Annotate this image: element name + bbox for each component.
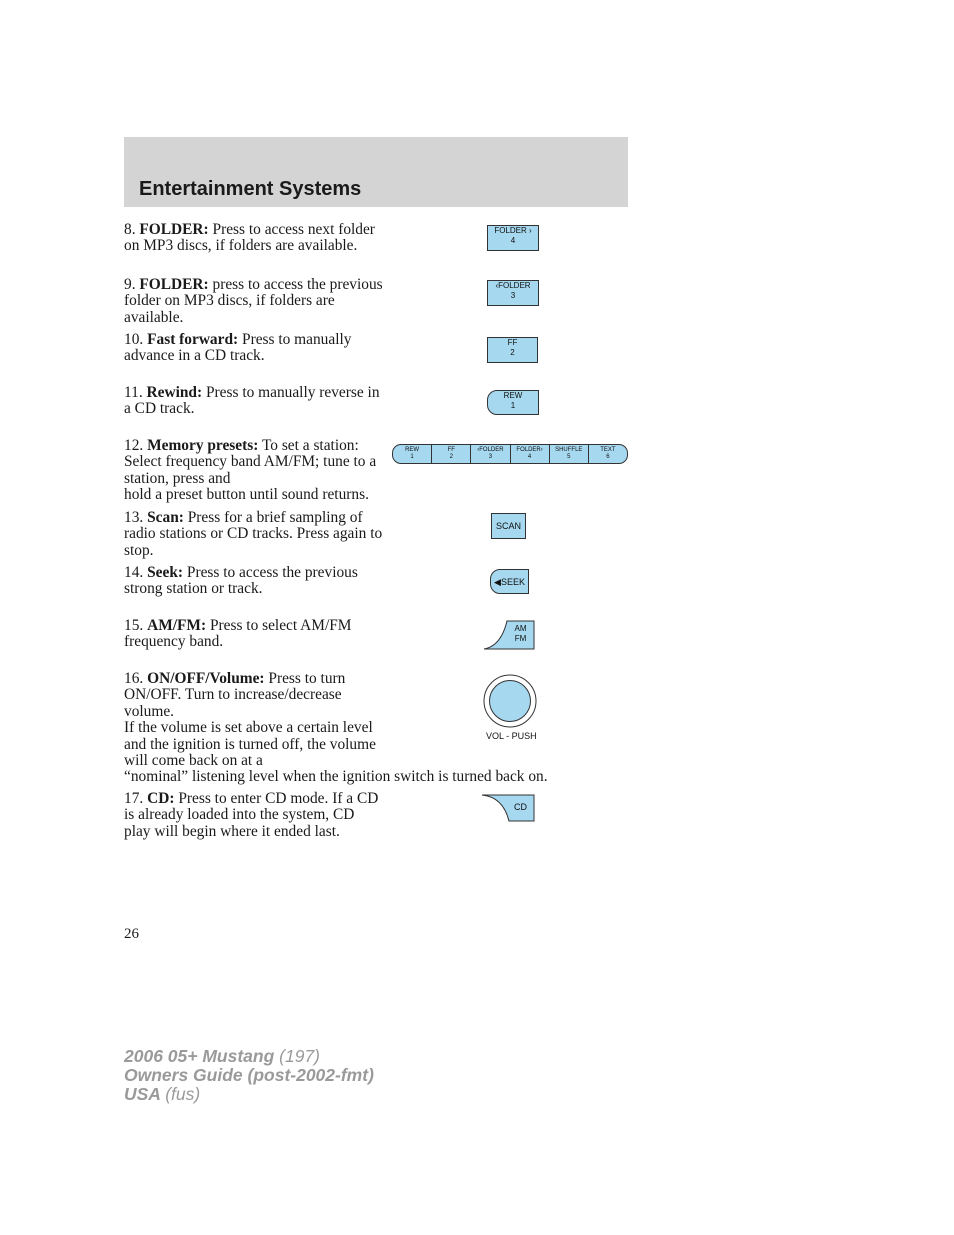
- item-number: 8.: [124, 221, 136, 238]
- section-header: [124, 137, 628, 207]
- item-text: To set a station: Select frequency band AM/FM; tune to a station, press and: [124, 437, 377, 487]
- folder-next-button[interactable]: [487, 225, 539, 251]
- chevron-left-icon: ‹: [477, 447, 480, 453]
- item-number: 12.: [124, 437, 144, 454]
- item-term: Fast forward:: [147, 331, 239, 348]
- button-label: CD: [514, 802, 527, 812]
- folder-prev-button[interactable]: [487, 280, 539, 306]
- preset-number: 2: [449, 454, 453, 460]
- item-rewind: [124, 385, 384, 418]
- preset-button-1[interactable]: [392, 444, 432, 464]
- item-seek: [124, 565, 384, 598]
- item-memory-presets: [124, 438, 384, 504]
- fast-forward-button[interactable]: [487, 337, 538, 363]
- volume-knob[interactable]: [482, 673, 538, 729]
- item-number: 16.: [124, 670, 144, 687]
- item-fast-forward: [124, 332, 384, 365]
- item-text: Press to turn ON/OFF. Turn to increase/decrease volume.: [124, 670, 346, 720]
- button-label: FOLDER: [494, 226, 527, 235]
- item-term: FOLDER:: [139, 276, 209, 293]
- preset-button-4[interactable]: [511, 444, 550, 464]
- preset-button-3[interactable]: [471, 444, 510, 464]
- footer-region: USA: [124, 1084, 161, 1104]
- button-label: FF: [507, 338, 518, 347]
- preset-buttons-strip: [392, 444, 628, 464]
- footer-guide: Owners Guide (post-2002-fmt): [124, 1065, 374, 1085]
- preset-label: SHUFFLE: [555, 447, 583, 453]
- footer-region-code: (fus): [165, 1084, 201, 1104]
- footer-model-code: (197): [279, 1046, 321, 1066]
- item-text-2: If the volume is set above a certain level and the ignition is turned off, the volume will come back on at a: [124, 719, 376, 770]
- chevron-left-icon: ‹: [495, 281, 499, 290]
- item-number: 10.: [124, 331, 144, 348]
- preset-number: 4: [527, 454, 532, 460]
- button-label: SCAN: [495, 521, 521, 531]
- button-label-2: FM: [514, 634, 527, 643]
- item-text: Press to access next folder on MP3 discs, if folders are available.: [124, 221, 375, 255]
- preset-label: FF: [447, 447, 455, 453]
- item-number: 11.: [124, 384, 143, 401]
- item-text: Press to manually advance in a CD track.: [124, 331, 352, 365]
- item-term: AM/FM:: [147, 617, 207, 634]
- item-term: Memory presets:: [147, 437, 259, 454]
- preset-number: 5: [567, 454, 571, 460]
- item-text: Press to access the previous strong station or track.: [124, 564, 358, 598]
- item-text-continued: hold a preset button until sound returns.: [124, 486, 369, 504]
- item-text: Press for a brief sampling of radio stations or CD tracks. Press again to stop.: [124, 509, 383, 559]
- item-scan: [124, 510, 384, 559]
- item-text-continued: “nominal” listening level when the ignition switch is turned back on.: [124, 768, 548, 786]
- triangle-left-icon: ◀: [494, 577, 501, 587]
- preset-button-2[interactable]: [432, 444, 471, 464]
- button-label: FOLDER: [498, 281, 531, 290]
- footer-model: 2006 05+ Mustang: [124, 1046, 275, 1066]
- section-title: Entertainment Systems: [139, 178, 362, 200]
- preset-number: 1: [410, 454, 414, 460]
- button-number: 4: [510, 236, 516, 245]
- item-amfm: [124, 618, 384, 651]
- footer-doc-info: [124, 1047, 374, 1104]
- item-term: Seek:: [147, 564, 184, 581]
- volume-label: VOL - PUSH: [486, 731, 537, 741]
- item-term: CD:: [147, 790, 175, 807]
- chevron-right-icon: ›: [529, 226, 532, 235]
- preset-button-5[interactable]: [550, 444, 589, 464]
- item-number: 14.: [124, 564, 144, 581]
- button-label: AM: [514, 624, 527, 633]
- item-term: Rewind:: [146, 384, 203, 401]
- item-term: FOLDER:: [139, 221, 209, 238]
- button-number: 1: [510, 401, 516, 410]
- preset-label: FOLDER: [479, 447, 504, 453]
- item-cd: [124, 791, 384, 840]
- item-term: Scan:: [147, 509, 184, 526]
- item-text: Press to manually reverse in a CD track.: [124, 384, 380, 418]
- item-term: ON/OFF/Volume:: [147, 670, 265, 687]
- seek-button[interactable]: [490, 569, 529, 594]
- preset-button-6[interactable]: [589, 444, 628, 464]
- item-folder-next: [124, 222, 384, 255]
- item-number: 13.: [124, 509, 144, 526]
- preset-number: 6: [606, 454, 610, 460]
- item-text: Press to select AM/FM frequency band.: [124, 617, 352, 651]
- preset-label: FOLDER: [516, 447, 541, 453]
- item-number: 15.: [124, 617, 144, 634]
- item-number: 17.: [124, 790, 144, 807]
- preset-label: REW: [405, 447, 420, 453]
- button-label: REW: [503, 391, 523, 400]
- chevron-right-icon: ›: [540, 447, 543, 453]
- button-label: SEEK: [500, 577, 525, 587]
- item-text: press to access the previous folder on MP3 discs, if folders are available.: [124, 276, 383, 326]
- cd-button[interactable]: [507, 795, 534, 821]
- scan-button[interactable]: [491, 513, 526, 539]
- page-number: 26: [124, 926, 139, 942]
- item-folder-prev: [124, 277, 384, 326]
- amfm-button[interactable]: [508, 622, 533, 648]
- button-number: 2: [510, 348, 515, 357]
- item-text: Press to enter CD mode. If a CD is already loaded into the system, CD play will begin where it ended last.: [124, 790, 379, 840]
- preset-label: TEXT: [600, 447, 616, 453]
- item-number: 9.: [124, 276, 136, 293]
- button-number: 3: [510, 291, 516, 300]
- preset-number: 3: [488, 454, 493, 460]
- rewind-button[interactable]: [487, 390, 539, 415]
